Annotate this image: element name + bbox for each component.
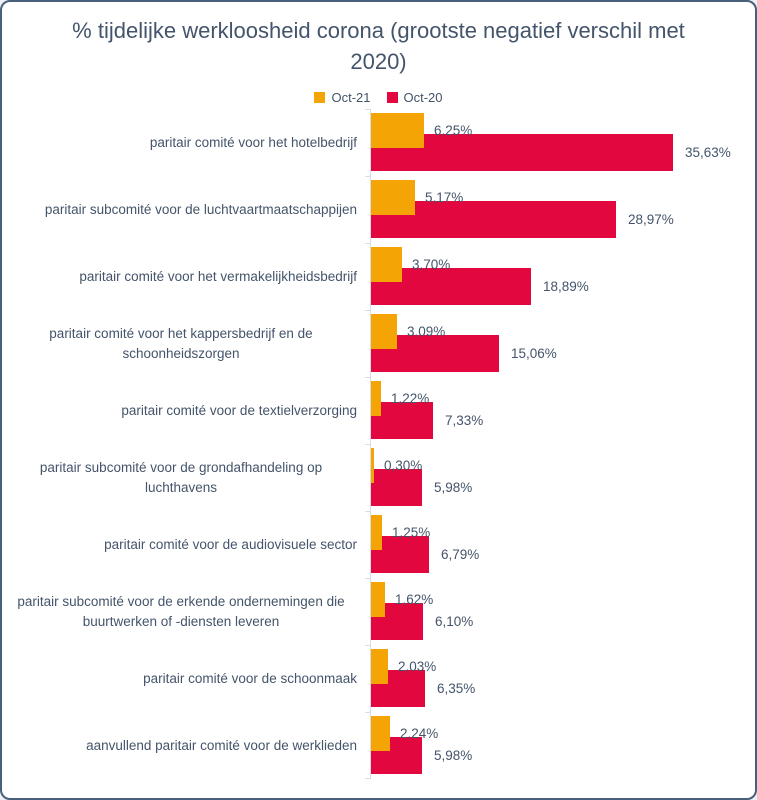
category-label-cell: [2, 645, 370, 712]
category-label: paritair comité voor de schoonmaak: [143, 670, 357, 686]
bar-group: [370, 176, 753, 243]
value-label-oct20: 35,63%: [685, 145, 731, 160]
bar-oct20: [371, 469, 422, 506]
bar-group: [370, 377, 753, 444]
category-label-cell: [2, 578, 370, 645]
legend-label-oct20: Oct-20: [403, 90, 443, 105]
category-label-cell: [2, 444, 370, 511]
chart-row: [2, 310, 753, 377]
plot-area: [2, 109, 753, 779]
value-label-oct21: 1,22%: [391, 391, 430, 406]
chart-row: [2, 444, 753, 511]
chart-row: [2, 176, 753, 243]
bar-group: [370, 109, 753, 176]
chart-row: [2, 243, 753, 310]
chart-legend: [2, 90, 755, 105]
category-label-cell: [2, 511, 370, 578]
legend-item-oct21: [314, 90, 370, 105]
bar-oct21: [371, 515, 382, 550]
value-label-oct21: 0,30%: [384, 458, 423, 473]
category-label: aanvullend paritair comité voor de werklieden: [86, 737, 357, 753]
legend-item-oct20: [387, 90, 443, 105]
legend-swatch-oct20-icon: [387, 92, 398, 103]
bar-oct21: [371, 716, 390, 751]
value-label-oct21: 1,25%: [392, 525, 431, 540]
chart-row: [2, 645, 753, 712]
value-label-oct21: 5,17%: [425, 190, 464, 205]
chart-row: [2, 511, 753, 578]
category-label: paritair comité voor het hotelbedrijf: [149, 134, 357, 150]
chart-row: [2, 109, 753, 176]
category-label: paritair comité voor het kappersbedrijf en de schoonheidszorgen: [49, 325, 313, 361]
bar-oct21: [371, 113, 424, 148]
category-label-cell: [2, 243, 370, 310]
bar-group: [370, 511, 753, 578]
value-label-oct20: 6,35%: [437, 681, 476, 696]
legend-label-oct21: Oct-21: [331, 90, 371, 105]
bar-group: [370, 645, 753, 712]
bar-oct21: [371, 314, 397, 349]
value-label-oct21: 2,24%: [400, 726, 439, 741]
bar-group: [370, 310, 753, 377]
category-label-cell: [2, 176, 370, 243]
value-label-oct21: 2,03%: [398, 659, 437, 674]
bar-group: [370, 243, 753, 310]
value-label-oct21: 6,25%: [434, 123, 473, 138]
value-label-oct20: 15,06%: [511, 346, 557, 361]
bar-oct21: [371, 649, 388, 684]
value-label-oct20: 5,98%: [434, 748, 473, 763]
bar-group: [370, 578, 753, 645]
category-label: paritair subcomité voor de grondafhandeling op luchthavens: [39, 459, 323, 495]
category-label: paritair comité voor de textielverzorging: [121, 402, 357, 418]
legend-swatch-oct21-icon: [314, 92, 325, 103]
bar-oct21: [371, 247, 402, 282]
value-label-oct20: 18,89%: [543, 279, 589, 294]
bar-oct21: [371, 381, 381, 416]
category-label: paritair comité voor het vermakelijkheidsbedrijf: [79, 268, 357, 284]
value-label-oct20: 5,98%: [434, 480, 473, 495]
category-label-cell: [2, 377, 370, 444]
value-label-oct20: 7,33%: [445, 413, 484, 428]
category-label: paritair subcomité voor de luchtvaartmaatschappijen: [44, 201, 357, 217]
value-label-oct21: 3,09%: [407, 324, 446, 339]
category-label: paritair subcomité voor de erkende ondernemingen die buurtwerken of -diensten leveren: [17, 593, 345, 629]
category-label: paritair comité voor de audiovisuele sector: [104, 536, 357, 552]
value-label-oct21: 3,70%: [412, 257, 451, 272]
value-label-oct20: 6,79%: [441, 547, 480, 562]
chart-row: [2, 712, 753, 779]
value-label-oct20: 28,97%: [628, 212, 674, 227]
chart-title: % tijdelijke werkloosheid corona (grootste negatief verschil met 2020): [72, 18, 685, 74]
category-label-cell: [2, 310, 370, 377]
bar-group: [370, 712, 753, 779]
category-label-cell: [2, 712, 370, 779]
bar-oct21: [371, 582, 385, 617]
bar-group: [370, 444, 753, 511]
value-label-oct21: 1,62%: [395, 592, 434, 607]
category-label-cell: [2, 109, 370, 176]
value-label-oct20: 6,10%: [435, 614, 474, 629]
chart-row: [2, 578, 753, 645]
bar-oct21: [371, 448, 374, 483]
bar-oct21: [371, 180, 415, 215]
chart-row: [2, 377, 753, 444]
